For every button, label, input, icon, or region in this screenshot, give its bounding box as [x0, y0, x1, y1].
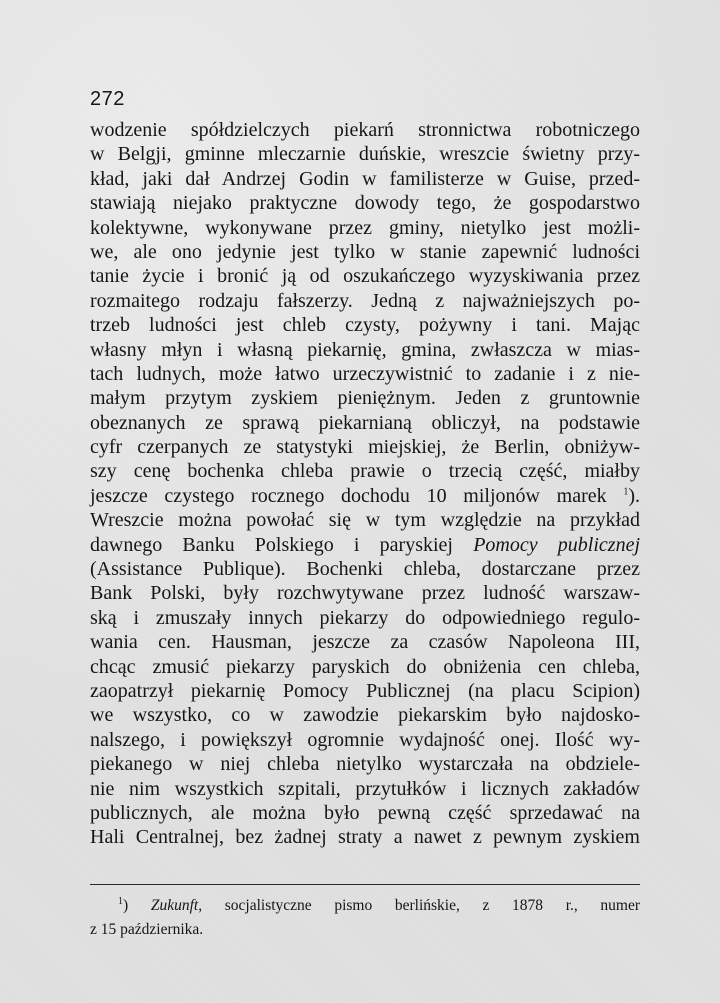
text-line: stawiają niejako praktyczne dowody tego, że gospodarstwo: [90, 192, 640, 215]
footnote-text: socjalistyczne pismo berlińskie, z 1878 r., numer: [224, 897, 640, 914]
text-line: nalszego, i powiększył ogromnie wydajność onej. Ilość wy-: [90, 728, 640, 751]
text-line: zaopatrzył piekarnię Pomocy Publicznej (na placu Scipion): [90, 679, 640, 702]
text-line: nie nim wszystkich szpitali, przytułków i licznych zakładów: [90, 777, 640, 800]
text-line: obeznanych ze sprawą piekarnianą obliczył, na podstawie: [90, 411, 640, 434]
text-line: chcąc zmusić piekarzy paryskich do obniżenia cen chleba,: [90, 655, 640, 678]
footnote: [90, 894, 640, 942]
text-line: Wreszcie można powołać się w tym względzie na przykład: [90, 509, 640, 532]
page-number: 272: [90, 88, 125, 110]
text-line: szy cenę bochenka chleba prawie o trzecią część, miałby: [90, 460, 640, 483]
text-line-with-footnote-ref: [90, 484, 640, 508]
footnote-source: Zukunft,: [150, 897, 203, 914]
text-line: wodzenie spółdzielczych piekarń stronnictwa robotniczego: [90, 119, 640, 141]
text-line: trzeb ludności jest chleb czysty, pożywny i tani. Mając: [90, 314, 640, 337]
italic-phrase: Pomocy publicznej: [473, 533, 641, 556]
line-suffix: ).: [628, 484, 640, 507]
text-line: tanie życie i bronić ją od oszukańczego wyzyskiwania przez: [90, 265, 640, 288]
text-line: własny młyn i własną piekarnię, gmina, zwłaszcza w mias-: [90, 338, 640, 361]
line-text: jeszcze czystego rocznego dochodu 10 miljonów marek: [90, 484, 607, 507]
text-line: małym przytym zyskiem pieniężnym. Jeden z gruntownie: [90, 387, 640, 410]
text-line: cyfr czerpanych ze statystyki miejskiej, że Berlin, obniżyw-: [90, 436, 640, 459]
footnote-line: z 15 października.: [90, 921, 204, 938]
text-line: w Belgji, gminne mleczarnie duńskie, wreszcie świetny przy-: [90, 143, 640, 166]
text-line: tach ludnych, może łatwo urzeczywistnić to zadanie i z nie-: [90, 362, 640, 385]
text-line: rozmaitego rodzaju fałszerzy. Jedną z najważniejszych po-: [90, 289, 640, 312]
footnote-separator: [90, 884, 640, 885]
footnote-reference: 1: [623, 486, 629, 498]
body-text: [90, 118, 640, 850]
text-line: we, ale ono jedynie jest tylko w stanie zapewnić ludności: [90, 240, 640, 263]
text-line: wania cen. Hausman, jeszcze za czasów Napoleona III,: [90, 631, 640, 654]
text-line: piekanego w niej chleba nietylko wystarczała na obdziele-: [90, 753, 640, 776]
text-line: ską i zmuszały innych piekarzy do odpowiedniego regulo-: [90, 606, 640, 629]
line-text: dawnego Banku Polskiego i paryskiej: [90, 533, 453, 556]
text-line: kolektywne, wykonywane przez gminy, nietylko jest możli-: [90, 216, 640, 239]
text-line: (Assistance Publique). Bochenki chleba, dostarczane przez: [90, 558, 640, 581]
footnote-line: [90, 894, 640, 918]
text-line: we wszystko, co w zawodzie piekarskim było najdosko-: [90, 704, 640, 727]
text-line: Bank Polski, były rozchwytywane przez ludność warszaw-: [90, 582, 640, 605]
footnote-marker-paren: ): [123, 897, 129, 914]
text-line: publicznych, ale można było pewną część sprzedawać na: [90, 801, 640, 824]
text-line: Hali Centralnej, bez żadnej straty a nawet z pewnym zyskiem: [90, 826, 640, 849]
text-line-with-italic: [90, 533, 640, 557]
text-line: kład, jaki dał Andrzej Godin w familisterze w Guise, przed-: [90, 167, 640, 190]
footnote-marker: 1: [118, 895, 123, 907]
